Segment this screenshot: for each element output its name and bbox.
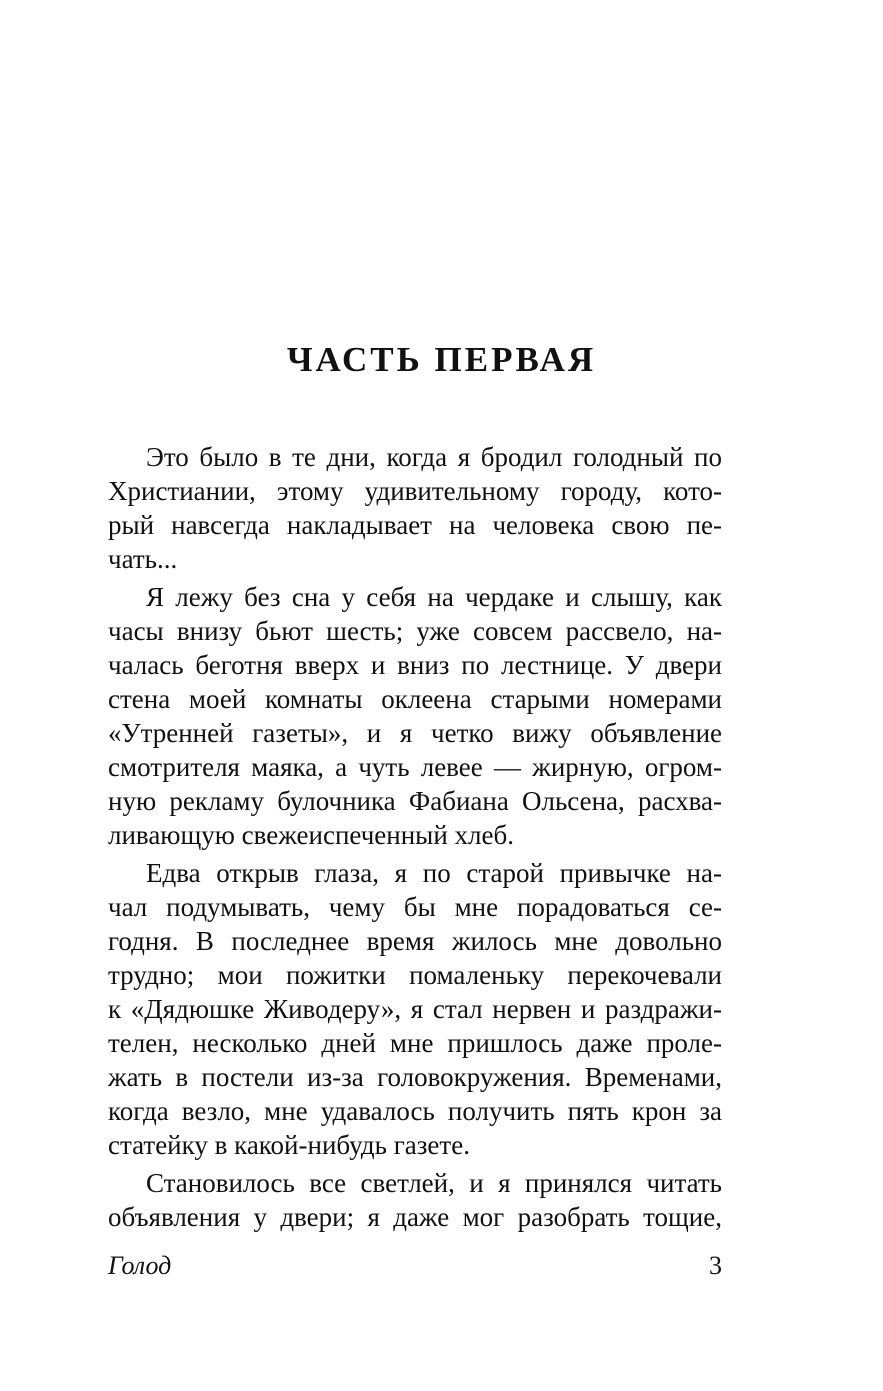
- paragraph-4: [108, 1166, 722, 1234]
- body-text: [108, 440, 722, 1234]
- paragraph-3: [108, 856, 722, 1162]
- text-line: часы внизу бьют шесть; уже совсем рассвело, на-: [108, 616, 722, 646]
- text-line: Становилось все светлей, и я принялся читать: [146, 1168, 722, 1198]
- text-line: «Утренней газеты», и я четко вижу объявление: [108, 718, 722, 748]
- paragraph-1: [108, 440, 722, 576]
- text-line: стена моей комнаты оклеена старыми номерами: [108, 684, 722, 714]
- paragraph-2: [108, 580, 722, 852]
- text-line: объявления у двери; я даже мог разобрать тощие,: [108, 1202, 722, 1232]
- text-line: ную рекламу булочника Фабиана Ольсена, расхва-: [108, 786, 722, 816]
- text-line: рый навсегда накладывает на человека свою пе-: [108, 510, 722, 540]
- text-line: чать...: [108, 544, 178, 574]
- text-line: Едва открыв глаза, я по старой привычке на-: [146, 858, 722, 888]
- text-line: чал подумывать, чему бы мне порадоваться се-: [108, 892, 722, 922]
- running-footer-title: Голод: [108, 1251, 172, 1280]
- text-line: ливающую свежеиспеченный хлеб.: [108, 820, 514, 850]
- text-line: трудно; мои пожитки помаленьку перекочевали: [108, 960, 722, 990]
- chapter-heading: ЧАСТЬ ПЕРВАЯ: [286, 340, 597, 379]
- text-line: годня. В последнее время жилось мне довольно: [108, 926, 722, 956]
- text-line: к «Дядюшке Живодеру», я стал нервен и раздражи-: [108, 994, 722, 1024]
- text-line: телен, несколько дней мне пришлось даже проле-: [108, 1028, 722, 1058]
- page-number: 3: [709, 1251, 722, 1280]
- text-line: смотрителя маяка, а чуть левее — жирную, огром-: [108, 752, 722, 782]
- text-line: чалась беготня вверх и вниз по лестнице. У двери: [108, 650, 722, 680]
- text-line: жать в постели из-за головокружения. Временами,: [108, 1062, 722, 1092]
- text-line: Христиании, этому удивительному городу, кото-: [108, 476, 722, 506]
- text-line: Я лежу без сна у себя на чердаке и слышу, как: [146, 582, 722, 612]
- text-line: когда везло, мне удавалось получить пять крон за: [108, 1096, 722, 1126]
- text-line: статейку в какой-нибудь газете.: [108, 1130, 470, 1160]
- text-line: Это было в те дни, когда я бродил голодный по: [146, 442, 722, 472]
